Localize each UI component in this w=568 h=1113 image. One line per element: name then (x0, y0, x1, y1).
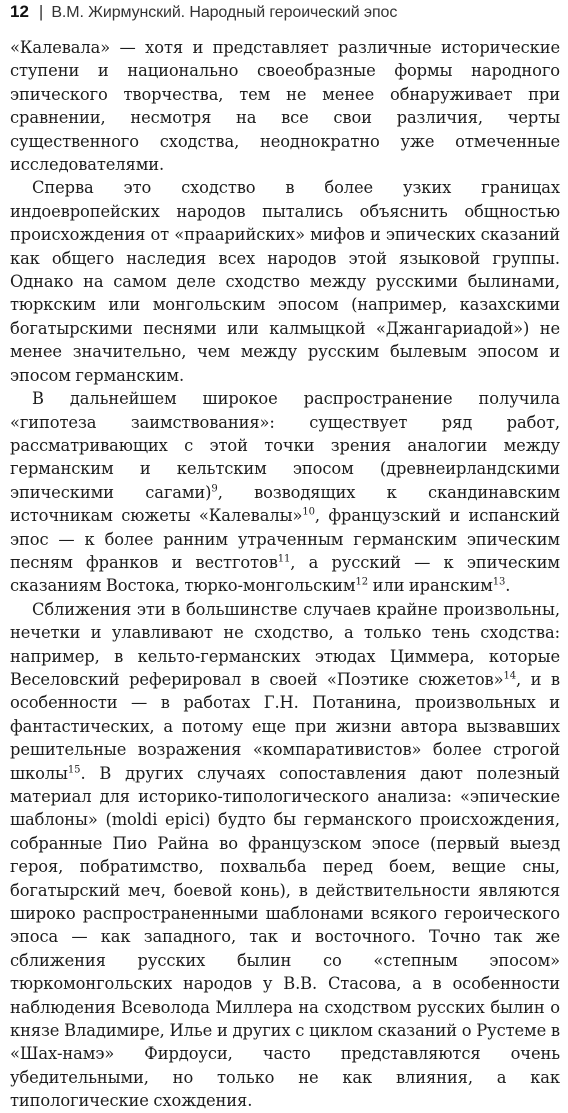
footnote-ref: 9 (211, 483, 218, 495)
paragraph-text: Сперва это сходство в более узких границах индоевропейских народов пытались объяснить общностью происхождения от «праарийских» мифов и эпических сказаний как общего наследия всех народов этой языковой группы. Однако на самом деле сходство между русскими былинами, тюркским или монгольским эпосом (например, казахскими богатырскими песнями или калмыцкой «Джангариадой») не менее значительно, чем между русским былевым эпосом и эпосом германским. (10, 178, 560, 385)
running-title: В.М. Жирмунский. Народный героический эпос (51, 4, 398, 21)
paragraph-text: В дальнейшем широкое распространение получила «гипотеза заимствования»: существует ряд работ, рассматривающих с этой точки зрения аналогии между германским и кельтским эпосом (древнеирландскими эпическими сагами) (10, 389, 560, 502)
body-text (10, 36, 560, 1113)
paragraph-text: , возводящих к скандинавским источникам сюжеты «Калевалы» (10, 482, 561, 526)
footnote-ref: 13 (492, 576, 506, 588)
book-page (0, 2, 568, 1111)
paragraph-text: Сближения эти в большинстве случаев крайне произвольны, нечетки и улавливают не сходство, а только тень сходства: например, в кельто-германских этюдах Циммера, которые Веселовский реферировал в своей «Поэтике сюжетов» (10, 599, 560, 689)
paragraph (10, 387, 560, 598)
paragraph (10, 36, 560, 176)
paragraph (10, 176, 560, 387)
footnote-ref: 11 (277, 553, 291, 565)
paragraph-text: , французский и испанский эпос — к более ранним утраченным германским эпическим песням франков и вестготов (10, 506, 560, 572)
paragraph (10, 598, 560, 1113)
footnote-ref: 12 (355, 576, 369, 588)
paragraph-text: , а русский — к эпическим сказаниям Востока, тюрко-монгольским (10, 552, 560, 596)
footnote-ref: 15 (67, 764, 81, 776)
paragraph-text: «Калевала» — хотя и представляет различные исторические ступени и национально своеобразные формы народного эпического творчества, тем не менее обнаруживает при сравнении, несмотря на все свои различия, черты существенного сходства, неоднократно уже отмеченные исследователями. (10, 38, 560, 175)
paragraph-text: . В других случаях сопоставления дают полезный материал для историко-типологического анализа: «эпические шаблоны» (moldi epici) будто бы германского происхождения, собранные Пио Райна во французском эпосе (первый выезд героя, побратимство, похвальба перед боем, вещие сны, богатырский меч, боевой конь), в действительности являются широко распространенными шаблонами всякого героического эпоса — как западного, так и восточного. Точно так же сближения русских былин со «степным эпосом» тюркомонгольских народов у В.В. Стасова, а в особенности наблюдения Всеволода Миллера на сходством русских былин о князе Владимире, Илье и других с циклом сказаний о Рустеме в «Шах-намэ» Фирдоуси, часто представляются очень убедительными, но только не как влияния, а как типологические схождения. (10, 763, 560, 1111)
running-header (10, 2, 560, 28)
footnote-ref: 14 (503, 670, 517, 682)
header-divider: | (38, 2, 44, 21)
footnote-ref: 10 (302, 506, 315, 518)
page-number: 12 (10, 2, 29, 21)
paragraph-text: , и в особенности — в работах Г.Н. Потанина, произвольных и фантастических, а потому еще при жизни автора вызвавших решительные возражения «компаративистов» более строгой школы (10, 669, 561, 783)
paragraph-text: или иранским (368, 576, 493, 596)
paragraph-text: . (505, 576, 511, 596)
